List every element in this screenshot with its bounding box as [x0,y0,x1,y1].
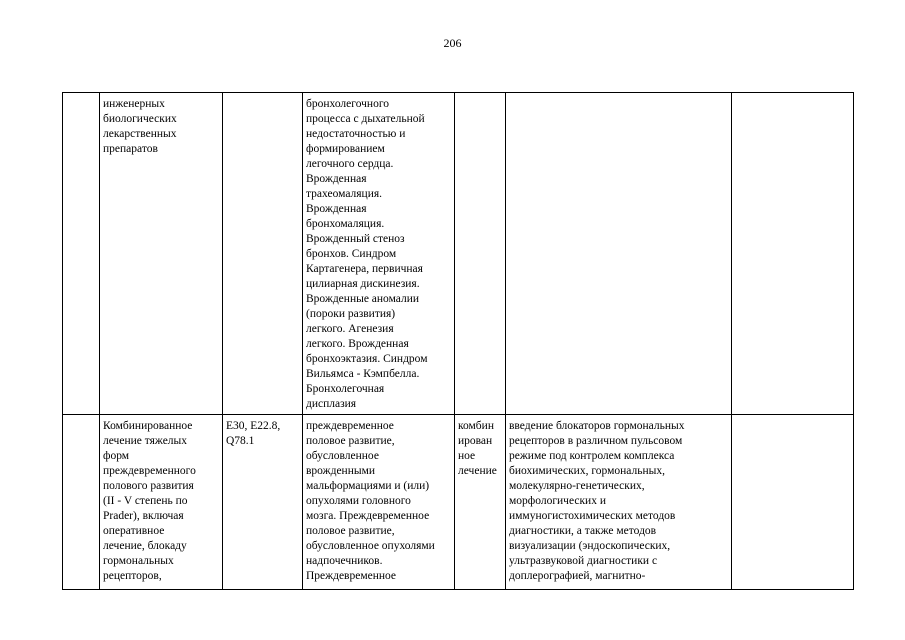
treatment-type-cell [455,93,506,415]
care-profile-cell: Комбинированное лечение тяжелых форм преждевременного полового развития (II - V степень по Prader), включая оперативное лечение, блокаду гормональных рецепторов, [100,414,223,589]
treatment-method-cell: введение блокаторов гормональных рецепторов в различном пульсовом режиме под контролем комплекса биохимических, гормональных, молекулярно-генетических, морфологических и иммуногистохимических методов диагностики, а также методов визуализации (эндоскопических, ультразвуковой диагностики с доплерографией, магнитно- [506,414,732,589]
patient-model-cell: преждевременное половое развитие, обусловленное врожденными мальформациями и (или) опухолями головного мозга. Преждевременное половое развитие, обусловленное опухолями надпочечников. Преждевременное [303,414,455,589]
cost-cell [732,93,854,415]
icd-code-cell: E30, E22.8, Q78.1 [223,414,303,589]
table-row [63,414,854,589]
row-number-cell [63,414,100,589]
row-number-cell [63,93,100,415]
patient-model-cell: бронхолегочного процесса с дыхательной недостаточностью и формированием легочного сердца. Врожденная трахеомаляция. Врожденная бронхомаляция. Врожденный стеноз бронхов. Синдром Картагенера, первичная цилиарная дискинезия. Врожденные аномалии (пороки развития) легкого. Агенезия легкого. Врожденная бронхоэктазия. Синдром Вильямса - Кэмпбелла. Бронхолегочная дисплазия [303,93,455,415]
medical-care-table [62,92,854,590]
icd-code-cell [223,93,303,415]
table-row [63,93,854,415]
cost-cell [732,414,854,589]
page-number: 206 [443,36,462,50]
care-profile-cell: инженерных биологических лекарственных препаратов [100,93,223,415]
treatment-method-cell [506,93,732,415]
treatment-type-cell: комбин ирован ное лечение [455,414,506,589]
